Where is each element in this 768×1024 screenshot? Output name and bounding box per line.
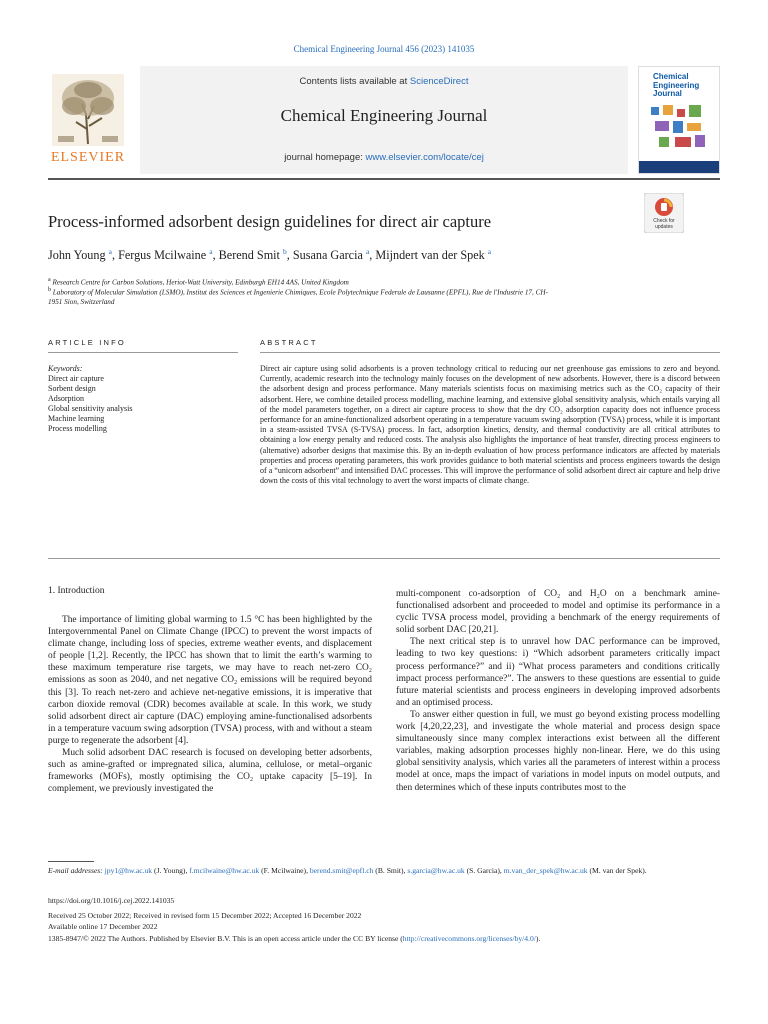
author-list: John Young $^a$, Fergus Mcilwaine $^a$, Berend Smit $^b$, Susana Garcia $^a$, Mijndert van der Spek $^a$ — [48, 247, 492, 263]
email-link[interactable]: f.mcilwaine@hw.ac.uk — [189, 866, 260, 875]
body-column-right — [396, 588, 720, 794]
available-online-date: Available online 17 December 2022 — [48, 922, 158, 931]
paragraph: To answer either question in full, we must go beyond existing process modelling work [4,20,22,23], and investigate the whole material and process design space simultaneously since many complex interactions exist between all the different variables, making adsorption processes highly non-linear. Here, we do this using global sensitivity analysis, which varies all the parameters of interest within a process model at once, maps the impact of variations in model inputs on model outputs, and then determines which of these inputs contributes most to the — [396, 709, 720, 793]
journal-masthead — [48, 66, 720, 174]
license-suffix: ). — [535, 934, 541, 943]
author-affiliation-mark[interactable]: b — [283, 247, 287, 256]
cover-title — [653, 73, 699, 99]
email-link[interactable]: jpy1@hw.ac.uk — [104, 866, 153, 875]
check-updates-icon — [644, 193, 684, 233]
contents-lists-line — [140, 76, 628, 87]
affiliation-b: $^b$ Laboratory of Molecular Simulation (LSMO), Institut des Sciences et Ingenierie Chimiques, Ecole Polytechnique Federale de Lausanne (EPFL), Rue de l'Industrie 17, CH- 1951 Sion, Switzerland — [48, 287, 548, 307]
license-link[interactable]: http://creativecommons.org/licenses/by/4.0/ — [402, 934, 536, 943]
license-line — [48, 934, 720, 944]
section-heading-introduction: 1. Introduction — [48, 586, 105, 596]
keyword-item: Global sensitivity analysis — [48, 404, 133, 413]
header-rule — [48, 178, 720, 180]
cover-art-icon — [649, 103, 713, 153]
email-owner: (B. Smit), — [375, 866, 406, 875]
contents-prefix: Contents lists available at — [299, 76, 410, 87]
keyword-item: Sorbent design — [48, 384, 96, 393]
journal-name: Chemical Engineering Journal — [280, 106, 488, 125]
affiliation-b-text-cont: 1951 Sion, Switzerland — [48, 298, 115, 307]
email-label: E-mail addresses: — [48, 866, 103, 875]
email-link[interactable]: berend.smit@epfl.ch — [309, 866, 374, 875]
keywords-list — [48, 364, 228, 434]
body-column-left — [48, 614, 372, 795]
affiliation-b-text: Laboratory of Molecular Simulation (LSMO), Institut des Sciences et Ingenierie Chimiques, Ecole Polytechnique Federale de Lausanne (EPFL), Rue de l'Industrie 17, CH- — [52, 288, 548, 297]
doi-link[interactable]: https://doi.org/10.1016/j.cej.2022.141035 — [48, 896, 175, 905]
cover-bottom-band — [639, 161, 719, 173]
elsevier-tree-icon — [52, 74, 124, 146]
author-name[interactable]: John Young — [48, 248, 106, 263]
keyword-item: Machine learning — [48, 414, 105, 423]
email-owner: (S. Garcia), — [466, 866, 502, 875]
keyword-item: Direct air capture — [48, 374, 104, 383]
author-name[interactable]: Mijndert van der Spek — [375, 248, 485, 263]
email-owner: (F. Mcilwaine), — [261, 866, 308, 875]
journal-citation[interactable]: Chemical Engineering Journal 456 (2023) 141035 — [293, 44, 475, 54]
received-dates: Received 25 October 2022; Received in revised form 15 December 2022; Accepted 16 December 2022 — [48, 911, 362, 920]
author-name[interactable]: Fergus Mcilwaine — [118, 248, 207, 263]
check-badge-line1: Check for — [653, 218, 675, 224]
check-badge-line2: updates — [655, 224, 673, 230]
paragraph: The next critical step is to unravel how DAC performance can be improved, leading to two key questions: i) “Which adsorbent parameters critically impact process performance?” and ii) “What process parameters and conditions critically impact process performance?”. The answers to these questions are essential to guide future material scientists and process engineers in developing improved adsorbents and an optimised process. — [396, 637, 720, 708]
affiliation-a-text: Research Centre for Carbon Solutions, Heriot-Watt University, Edinburgh EH14 4AS, United Kingdom — [52, 278, 349, 287]
article-title: Process-informed adsorbent design guidelines for direct air capture — [48, 212, 492, 231]
elsevier-wordmark: ELSEVIER — [50, 150, 126, 165]
abstract-header: ABSTRACT — [260, 338, 318, 347]
homepage-link[interactable]: www.elsevier.com/locate/cej — [365, 152, 484, 163]
cover-title-line: Chemical — [653, 72, 689, 81]
email-owner: (M. van der Spek). — [589, 866, 647, 875]
article-info-rule — [48, 352, 238, 353]
author-affiliation-mark[interactable]: a — [108, 247, 112, 256]
email-owner: (J. Young), — [154, 866, 188, 875]
author-affiliation-mark[interactable]: a — [209, 247, 213, 256]
homepage-prefix: journal homepage: — [284, 152, 366, 163]
email-footnote — [48, 866, 720, 876]
author-name[interactable]: Berend Smit — [218, 248, 280, 263]
elsevier-logo[interactable] — [48, 66, 128, 166]
paragraph: The importance of limiting global warming to 1.5 °C has been highlighted by the Intergovernmental Panel on Climate Change (IPCC) to prevent the worst impacts of climate change, including loss of species, extreme weather events, and displacement of people [1,2]. Recently, the IPCC has shown that to limit the earth’s warming to these maximum temperature rise targets, we may have to reach net-zero CO₂ emissions as soon as 2040, and net negative CO₂ emissions will be required beyond this [3]. To reach net-zero and achieve net-negative emissions, it is imperative that carbon dioxide removal (CDR) becomes available at scale. In this work, we study solid adsorbent direct air capture (DAC) employing amine-functionalised adsorbents in a temperature vacuum swing adsorption (TVSA) process, with and without a steam purge to regenerate the adsorbent [4]. — [48, 615, 372, 746]
check-for-updates-badge[interactable] — [644, 193, 684, 233]
paragraph: multi-component co-adsorption of CO₂ and H₂O on a benchmark amine-functionalised adsorbent and proceeded to model and optimise its performance in a cyclic TVSA process model, providing a benchmark of the energy requirements of solid sorbent DAC [20,21]. — [396, 589, 720, 636]
cover-title-line: Engineering — [653, 80, 700, 90]
affiliation-a: $^a$ Research Centre for Carbon Solutions, Heriot-Watt University, Edinburgh EH14 4AS, United Kingdom — [48, 277, 349, 287]
cover-title-line: Journal — [653, 89, 682, 98]
article-info-header: ARTICLE INFO — [48, 338, 126, 347]
keyword-item: Process modelling — [48, 424, 107, 433]
author-affiliation-mark[interactable]: a — [365, 247, 370, 256]
email-link[interactable]: m.van_der_spek@hw.ac.uk — [503, 866, 588, 875]
author-affiliation-mark[interactable]: a — [487, 247, 492, 256]
abstract-rule — [260, 352, 720, 353]
abstract-bottom-rule — [48, 558, 720, 559]
journal-homepage-line — [140, 152, 628, 163]
keyword-item: Adsorption — [48, 394, 84, 403]
license-prefix: 1385-8947/© 2022 The Authors. Published by Elsevier B.V. This is an open access article under the CC BY license ( — [48, 934, 403, 943]
author-name[interactable]: Susana Garcia — [292, 248, 363, 263]
keywords-label: Keywords: — [48, 364, 83, 373]
email-link[interactable]: s.garcia@hw.ac.uk — [407, 866, 465, 875]
masthead-center — [140, 66, 628, 174]
paragraph: Much solid adsorbent DAC research is focused on developing better adsorbents, such as amine-grafted or impregnated silica, alumina, cellulose, or metal–organic frameworks (MOFs), mostly optimising the CO₂ uptake capacity [5–19]. In complement, we previously investigated the — [48, 748, 372, 795]
journal-cover-thumbnail[interactable] — [638, 66, 720, 174]
abstract-text: Direct air capture using solid adsorbents is a proven technology critical to reducing our net greenhouse gas emissions to zero and beyond. Currently, academic research into the technology mainly focuses on the development of new adsorbents. However, there is a discord between the adsorbent design and process performance. Many materials scientists focus on maximising metrics such as the CO₂ capacity of their adsorbent. Here, we combine detailed process modelling, machine learning, and extensive global sensitivity analysis, which entails varying all of the model parameters together, on a direct air capture process to show that the dry CO₂ adsorption capacity does not influence process performance for an amine-functionalized adsorbent operating in a temperature vacuum swing adsorption (TVSA) process, while it is important in a steam-assisted TVSA (S-TVSA) process. In fact, adsorption kinetics, density, and thermal conductivity are all critical attributes to obtaining a low energy penalty and reduced costs. The analysis also highlights the importance of heat transfer, directing process engineers to (alternative) adsorber designs that maximise this. By an in-depth evaluation of how process performance indicators are affected by materials properties and process operating parameters, this work provides guidance to both material scientists and process engineers towards the design of a “unicorn adsorbent” and intensified DAC processes. This will improve the performance of solid adsorbent direct air capture and help drive down the costs of this vital technology to avert the worst impacts of climate change. — [260, 364, 720, 486]
footnote-rule — [48, 861, 94, 862]
sciencedirect-link[interactable]: ScienceDirect — [409, 76, 469, 87]
